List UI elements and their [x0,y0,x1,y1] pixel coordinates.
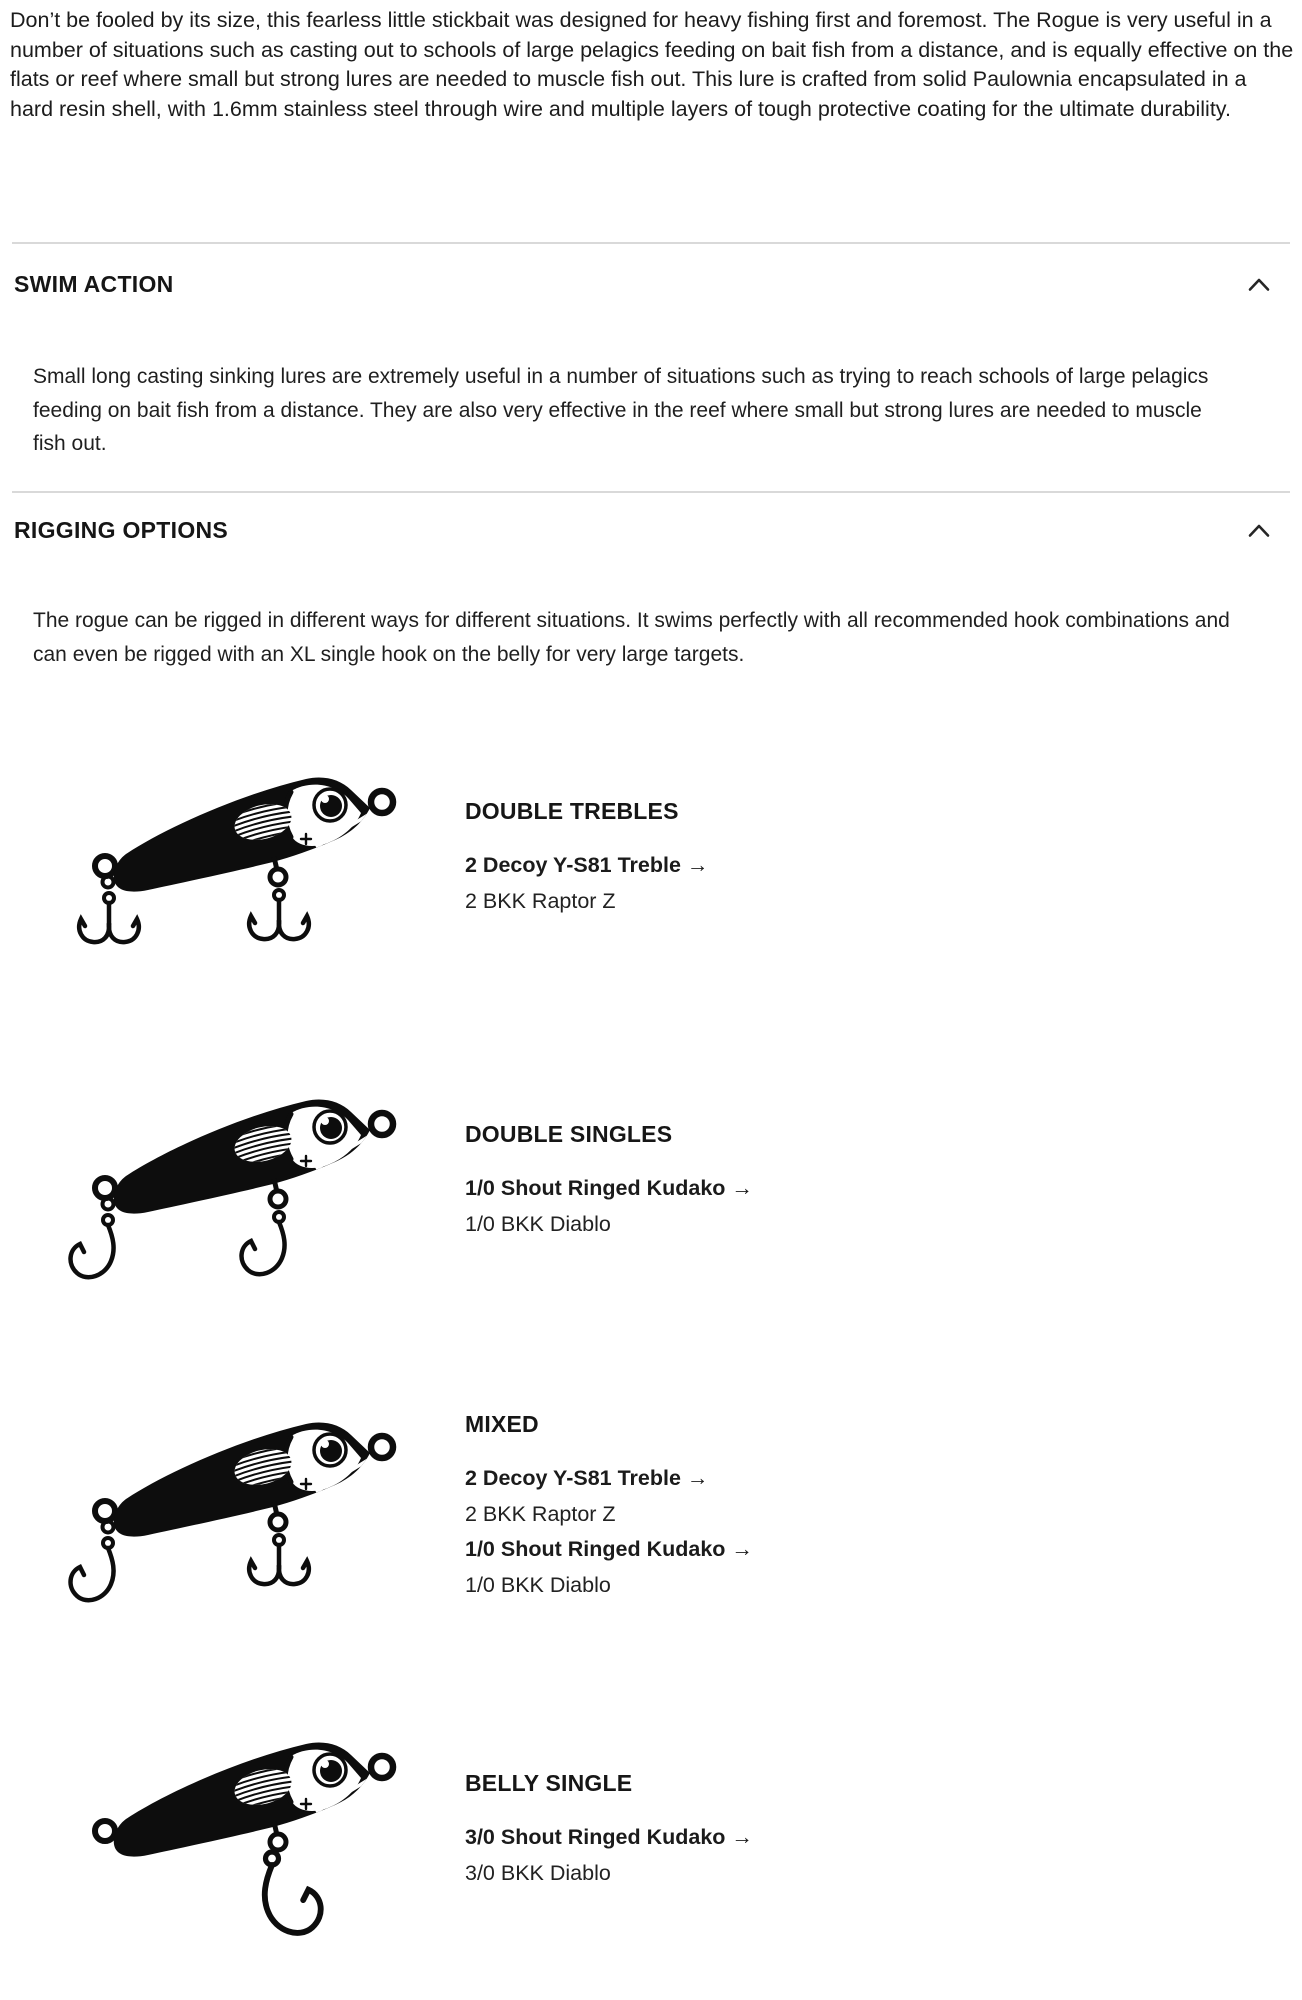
lure-illustration-double-trebles [60,765,405,965]
rigging-option-hook-list [465,1820,1085,1891]
rigging-option-hook-list [465,848,1085,919]
chevron-up-icon[interactable] [1248,277,1270,292]
hook-combo-line: 2 Decoy Y-S81 Treble → [465,853,709,877]
rigging-option-double-singles [465,1122,1085,1242]
rigging-option-hook-list [465,1461,1085,1603]
hook-combo-line: 2 BKK Raptor Z [465,888,616,913]
accordion-header-rigging-options[interactable] [14,516,1270,544]
section-title-rigging-options: RIGGING OPTIONS [14,517,229,543]
rigging-option-belly-single [465,1771,1085,1891]
hook-combo-line: 1/0 BKK Diablo [465,1211,611,1236]
hook-combo-line: 3/0 BKK Diablo [465,1860,611,1885]
rigging-option-title: DOUBLE TREBLES [465,798,679,824]
hook-combo-line: 2 Decoy Y-S81 Treble → [465,1466,709,1490]
rigging-option-title: MIXED [465,1411,539,1437]
lure-illustration-double-singles [60,1087,405,1287]
swim-action-body: Small long casting sinking lures are extremely useful in a number of situations such as trying to reach schools of large pelagics feeding on bait fish from a distance. They are also very effective in the reef where small but strong lures are needed to muscle fish out. [33,365,1209,455]
lure-illustration-belly-single [60,1730,405,1945]
section-divider [12,242,1290,244]
hook-combo-line: 1/0 Shout Ringed Kudako → [465,1176,753,1200]
hook-combo-line: 2 BKK Raptor Z [465,1501,616,1526]
rigging-option-mixed [465,1412,1085,1603]
rigging-option-hook-list [465,1171,1085,1242]
hook-combo-line: 1/0 Shout Ringed Kudako → [465,1537,753,1561]
rigging-option-title: DOUBLE SINGLES [465,1121,673,1147]
accordion-header-swim-action[interactable] [14,270,1270,298]
hook-combo-line: 1/0 BKK Diablo [465,1572,611,1597]
section-divider [12,491,1290,493]
lure-illustration-mixed [60,1410,405,1610]
hook-combo-line: 3/0 Shout Ringed Kudako → [465,1825,753,1849]
rigging-options-body: The rogue can be rigged in different ways for different situations. It swims perfectly with all recommended hook combinations and can even be rigged with an XL single hook on the belly for very large targets. [33,609,1230,666]
section-title-swim-action: SWIM ACTION [14,271,174,297]
rigging-option-title: BELLY SINGLE [465,1770,633,1796]
product-intro-paragraph: Don’t be fooled by its size, this fearless little stickbait was designed for heavy fishing first and foremost. The Rogue is very useful in a number of situations such as casting out to schools of large pelagics feeding on bait fish from a distance, and is equally effective on the flats or reef where small but strong lures are needed to muscle fish out. This lure is crafted from solid Paulownia encapsulated in a hard resin shell, with 1.6mm stainless steel through wire and multiple layers of tough protective coating for the ultimate durability. [10,8,1294,121]
rigging-option-double-trebles [465,799,1085,919]
chevron-up-icon[interactable] [1248,523,1270,538]
